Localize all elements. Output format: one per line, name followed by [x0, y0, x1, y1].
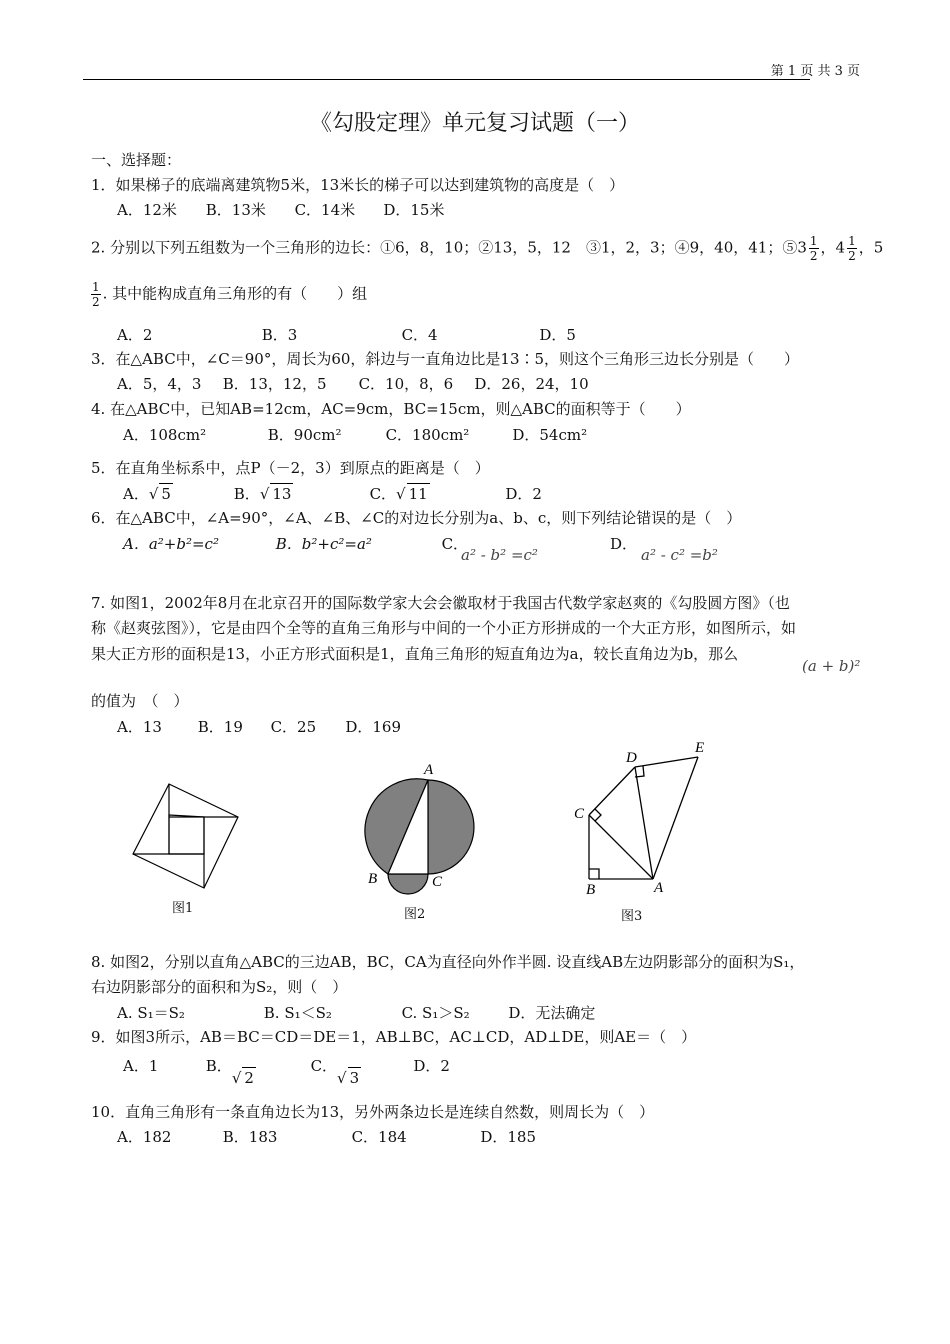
q1-option-b: B．13米 [205, 201, 266, 219]
header-rule [83, 79, 810, 80]
q8-option-d: D．无法确定 [508, 1004, 596, 1022]
q3-option-a: A．5，4，3 [117, 375, 202, 393]
q1-option-c: C．14米 [294, 201, 356, 219]
q9-option-a: A．1 [123, 1057, 159, 1075]
q1-option-a: A．12米 [117, 201, 177, 219]
q5-option-b: B．√ 13 [233, 485, 292, 503]
q2-option-a: A．2 [117, 326, 153, 344]
figure-1-caption: 图1 [172, 901, 194, 916]
q9-options [123, 1055, 450, 1087]
q6-option-c: C． [441, 535, 469, 553]
q10-option-c: C．184 [351, 1128, 407, 1146]
q2-stem-line2 [89, 280, 367, 309]
q5-option-a: A．√ 5 [123, 485, 171, 503]
q1-options [117, 200, 444, 220]
q10-option-a: A．182 [117, 1128, 172, 1146]
fig2-label-b: B [368, 871, 378, 887]
q4-option-c: C．180cm² [385, 426, 470, 444]
q10-stem: 10．直角三角形有一条直角边长为13，另外两条边长是连续自然数，则周长为（ ） [91, 1103, 655, 1121]
page-title: 《勾股定理》单元复习试题（一） [309, 111, 640, 136]
q3-option-d: D．26，24，10 [474, 375, 589, 393]
q9-option-b: B．√ 2 [205, 1057, 254, 1087]
figure-2-caption: 图2 [404, 907, 426, 922]
q8-option-c: C. S₁＞S₂ [401, 1004, 470, 1022]
q8-line1: 8. 如图2，分别以直角△ABC的三边AB，BC，CA为直径向外作半圆. 设直线AB左边阴影部分的面积为S₁， [91, 953, 805, 971]
fig3-label-a: A [654, 880, 664, 896]
q9-option-d: D．2 [413, 1057, 450, 1075]
q3-options [117, 374, 589, 394]
fig2-label-c: C [432, 874, 443, 890]
fig3-label-b: B [586, 882, 596, 898]
q1-stem: 1．如果梯子的底端离建筑物5米，13米长的梯子可以达到建筑物的高度是（ ） [91, 176, 625, 194]
q7-option-c: C．25 [270, 718, 317, 736]
fig3-label-c: C [574, 806, 585, 822]
q7-expression: (a + b)² [802, 657, 861, 675]
q2-fraction-1: $\frac{1}{2}$ [809, 234, 818, 263]
fig3-label-d: D [626, 750, 637, 766]
q2-comma-1: ，4 [820, 238, 846, 257]
q2-option-c: C．4 [401, 326, 438, 344]
figure-1-zhao-shuang-diagram [125, 780, 245, 895]
q5-options [123, 483, 542, 504]
q6-option-a: A．a²+b²=c² [123, 535, 219, 553]
q8-option-b: B. S₁＜S₂ [263, 1004, 332, 1022]
q2-comma-2: ，5 [858, 238, 884, 257]
q10-options [117, 1127, 536, 1147]
q7-line4: 的值为 （ ） [91, 692, 189, 710]
fig2-label-a: A [424, 762, 434, 778]
q7-line3: 果大正方形的面积是13，小正方形式面积是1，直角三角形的短直角边为a，较长直角边为b，那么 [91, 645, 739, 663]
q6-stem: 6．在△ABC中，∠A=90°，∠A、∠B、∠C的对边长分别为a、b、c，则下列结论错误的是（ ） [91, 509, 742, 527]
q3-stem: 3．在△ABC中，∠C＝90°，周长为60，斜边与一直角边比是13∶5，则这个三角形三边长分别是（ ） [91, 350, 800, 368]
q4-option-a: A．108cm² [123, 426, 207, 444]
q6-options [123, 534, 472, 554]
q2-option-b: B．3 [261, 326, 298, 344]
q4-option-d: D．54cm² [512, 426, 588, 444]
q8-option-a: A. S₁＝S₂ [117, 1004, 185, 1022]
q4-options [123, 425, 587, 445]
q2-stem-line1 [91, 234, 883, 263]
fig3-label-e: E [695, 740, 705, 756]
q3-option-c: C．10，8，6 [358, 375, 454, 393]
q9-stem: 9．如图3所示，AB＝BC＝CD＝DE＝1，AB⊥BC，AC⊥CD，AD⊥DE，则AE＝（ ） [91, 1028, 697, 1046]
q4-stem: 4. 在△ABC中，已知AB=12cm，AC=9cm，BC=15cm，则△ABC的面积等于（ ） [91, 400, 691, 418]
page-header-info: 第 1 页 共 3 页 [770, 64, 860, 79]
figure-3-triangle-chain-diagram [570, 735, 720, 905]
q5-stem: 5．在直角坐标系中，点P（－2，3）到原点的距离是（ ） [91, 459, 490, 477]
q1-option-d: D．15米 [383, 201, 445, 219]
q2-options [117, 325, 576, 345]
q2-option-d: D．5 [539, 326, 576, 344]
q2-stem-b: . 其中能构成直角三角形的有（ ）组 [102, 284, 368, 303]
q6-expr-d: a² - c² =b² [641, 546, 718, 564]
q7-option-b: B．19 [197, 718, 243, 736]
q2-fraction-2: $\frac{1}{2}$ [848, 234, 856, 263]
q9-option-c: C．√ 3 [310, 1057, 360, 1087]
q4-option-b: B．90cm² [267, 426, 342, 444]
q7-options [117, 717, 401, 737]
q7-line2: 称《赵爽弦图》），它是由四个全等的直角三角形与中间的一个小正方形拼成的一个大正方形，如图所示，如 [91, 619, 797, 637]
q7-option-d: D．169 [345, 718, 402, 736]
q6-option-d: D． [610, 535, 638, 553]
q3-option-b: B．13，12，5 [222, 375, 327, 393]
q2-fraction-3: $\frac{1}{2}$ [92, 280, 100, 309]
q10-option-d: D．185 [480, 1128, 537, 1146]
q6-option-b: B．b²+c²=a² [275, 535, 372, 553]
q10-option-b: B．183 [222, 1128, 278, 1146]
q6-expr-c: a² - b² =c² [461, 546, 538, 564]
figure-3-caption: 图3 [621, 909, 643, 924]
section-heading: 一、选择题： [91, 151, 182, 169]
q7-option-a: A．13 [117, 718, 162, 736]
q5-option-c: C．√ 11 [369, 485, 428, 503]
q8-line2: 右边阴影部分的面积和为S₂，则（ ） [91, 978, 348, 996]
q5-option-d: D．2 [505, 485, 542, 503]
q8-options [117, 1003, 595, 1023]
q2-stem-a: 2. 分别以下列五组数为一个三角形的边长：①6，8，10；②13，5，12 ③1，2，3；④9，40，41；⑤3 [91, 238, 807, 257]
q7-line1: 7. 如图1，2002年8月在北京召开的国际数学家大会会徽取材于我国古代数学家赵爽的《勾股圆方图》（也 [91, 594, 790, 612]
figure-2-semicircles-diagram [350, 755, 480, 900]
